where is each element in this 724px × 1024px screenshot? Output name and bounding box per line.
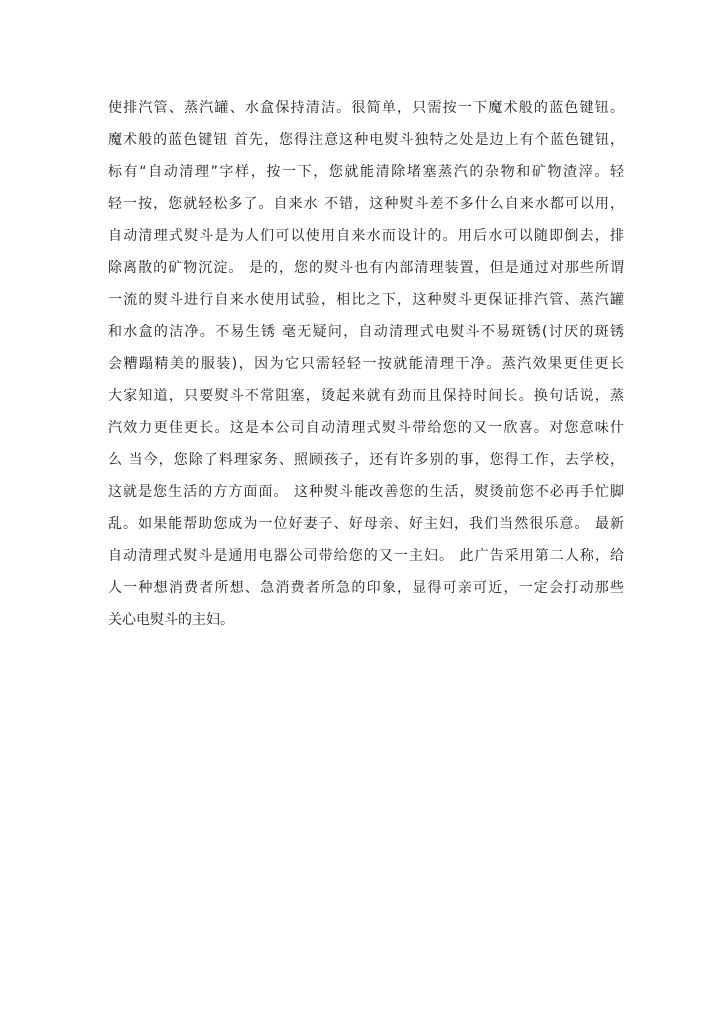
text-line: 使排汽管、蒸汽罐、水盒保持清洁。很简单，只需按一下魔术般的蓝色键钮。 [108, 100, 624, 116]
text-line: 一流的熨斗进行自来水使用试验，相比之下，这种熨斗更保证排汽管、蒸汽罐 [108, 292, 624, 308]
text-line: 自动清理式熨斗是通用电器公司带给您的又一主妇。 此广告采用第二人称，给 [108, 548, 624, 564]
text-line: 除离散的矿物沉淀。 是的，您的熨斗也有内部清理装置，但是通过对那些所谓 [108, 260, 624, 276]
text-line: 标有“自动清理”字样，按一下，您就能清除堵塞蒸汽的杂物和矿物渣滓。轻 [108, 164, 624, 180]
text-line: 关心电熨斗的主妇。 [108, 612, 234, 628]
text-line: 这就是您生活的方方面面。 这种熨斗能改善您的生活，熨烫前您不必再手忙脚 [108, 484, 624, 500]
body-text [108, 92, 624, 636]
text-line: 魔术般的蓝色键钮 首先，您得注意这种电熨斗独特之处是边上有个蓝色键钮， [108, 132, 624, 148]
text-line: 自动清理式熨斗是为人们可以使用自来水而设计的。用后水可以随即倒去，排 [108, 228, 624, 244]
text-line: 轻一按，您就轻松多了。自来水 不错，这种熨斗差不多什么自来水都可以用， [108, 196, 624, 212]
text-line: 会糟蹋精美的服装)，因为它只需轻轻一按就能清理干净。蒸汽效果更佳更长 [108, 356, 624, 372]
text-line: 汽效力更佳更长。这是本公司自动清理式熨斗带给您的又一欣喜。对您意味什 [108, 420, 624, 436]
text-line: 人一种想消费者所想、急消费者所急的印象，显得可亲可近，一定会打动那些 [108, 580, 624, 596]
text-line: 和水盒的洁净。不易生锈 毫无疑问，自动清理式电熨斗不易斑锈(讨厌的斑锈 [108, 324, 624, 340]
text-line: 么 当今，您除了料理家务、照顾孩子，还有许多别的事，您得工作，去学校， [108, 452, 624, 468]
text-line: 大家知道，只要熨斗不常阻塞，烫起来就有劲而且保持时间长。换句话说，蒸 [108, 388, 624, 404]
text-line: 乱。如果能帮助您成为一位好妻子、好母亲、好主妇，我们当然很乐意。 最新 [108, 516, 624, 532]
